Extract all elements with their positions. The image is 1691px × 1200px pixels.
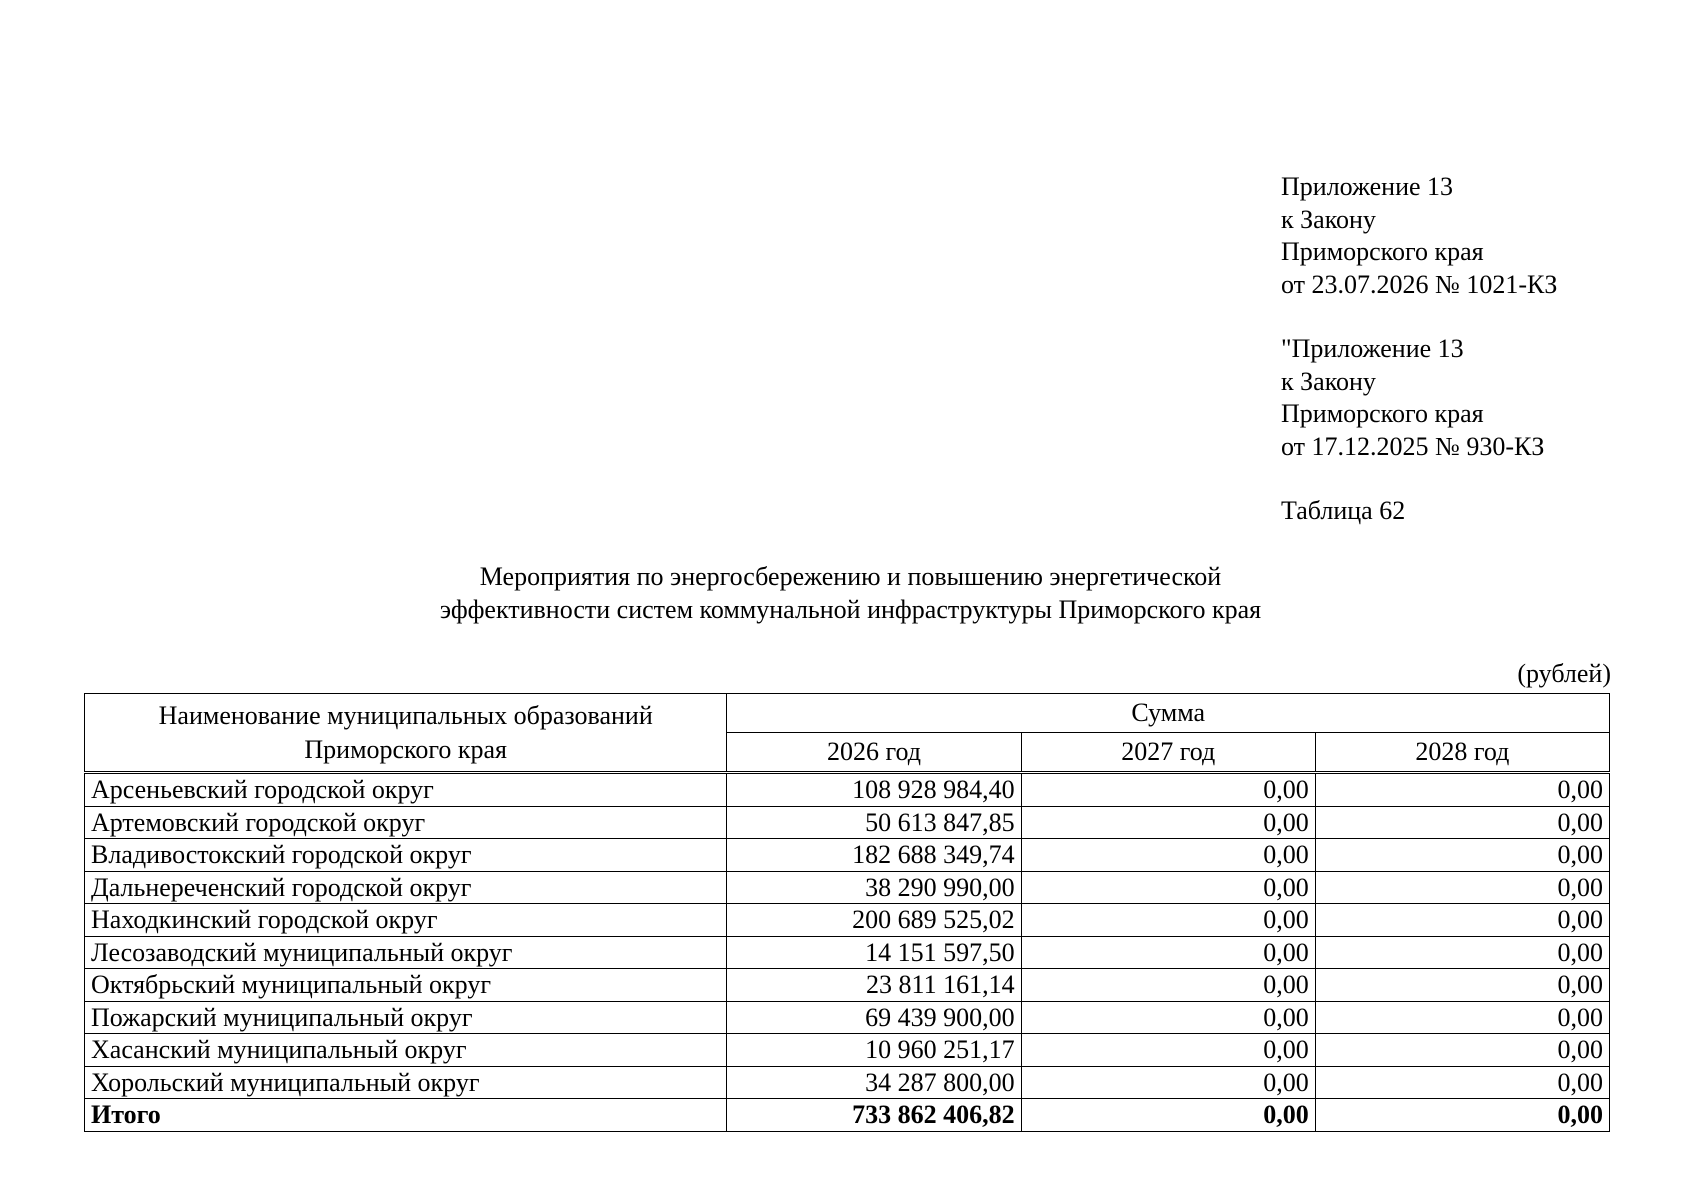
table-row bbox=[85, 806, 1610, 839]
amount-2026: 23 811 161,14 bbox=[727, 969, 1021, 1002]
amount-2027: 0,00 bbox=[1021, 1034, 1315, 1067]
total-row bbox=[85, 1099, 1610, 1132]
table-label: Таблица 62 bbox=[1281, 496, 1406, 525]
amount-2026: 108 928 984,40 bbox=[727, 773, 1021, 807]
amount-2028: 0,00 bbox=[1315, 773, 1609, 807]
municipality-name: Хорольский муниципальный округ bbox=[85, 1066, 727, 1099]
header-year-2028: 2028 год bbox=[1315, 733, 1609, 773]
document-title bbox=[0, 560, 1691, 626]
amount-2027: 0,00 bbox=[1021, 1001, 1315, 1034]
funding-table bbox=[84, 693, 1610, 1132]
amount-2028: 0,00 bbox=[1315, 904, 1609, 937]
amount-2028: 0,00 bbox=[1315, 936, 1609, 969]
municipality-name: Артемовский городской округ bbox=[85, 806, 727, 839]
table-row bbox=[85, 1034, 1610, 1067]
municipality-name: Владивостокский городской округ bbox=[85, 839, 727, 872]
appendix-original-line: от 17.12.2025 № 930-КЗ bbox=[1281, 431, 1545, 461]
amount-2027: 0,00 bbox=[1021, 839, 1315, 872]
total-2028: 0,00 bbox=[1315, 1099, 1609, 1132]
header-year-2027: 2027 год bbox=[1021, 733, 1315, 773]
municipality-name: Пожарский муниципальный округ bbox=[85, 1001, 727, 1034]
amount-2027: 0,00 bbox=[1021, 806, 1315, 839]
amount-2026: 50 613 847,85 bbox=[727, 806, 1021, 839]
appendix-current-line: к Закону bbox=[1281, 204, 1376, 234]
amount-2027: 0,00 bbox=[1021, 969, 1315, 1002]
amount-2026: 38 290 990,00 bbox=[727, 871, 1021, 904]
municipality-name: Хасанский муниципальный округ bbox=[85, 1034, 727, 1067]
amount-2026: 69 439 900,00 bbox=[727, 1001, 1021, 1034]
amount-2028: 0,00 bbox=[1315, 1001, 1609, 1034]
amount-2028: 0,00 bbox=[1315, 1034, 1609, 1067]
table-row bbox=[85, 904, 1610, 937]
amount-2027: 0,00 bbox=[1021, 904, 1315, 937]
table-row bbox=[85, 969, 1610, 1002]
table-row bbox=[85, 839, 1610, 872]
amount-2028: 0,00 bbox=[1315, 871, 1609, 904]
appendix-original-line: к Закону bbox=[1281, 366, 1376, 396]
municipality-name: Дальнереченский городской округ bbox=[85, 871, 727, 904]
table-row bbox=[85, 871, 1610, 904]
appendix-current-line: Приморского края bbox=[1281, 237, 1484, 266]
municipality-name: Арсеньевский городской округ bbox=[85, 773, 727, 807]
header-year-2026: 2026 год bbox=[727, 733, 1021, 773]
amount-2027: 0,00 bbox=[1021, 871, 1315, 904]
appendix-current-line: Приложение 13 bbox=[1281, 172, 1454, 201]
total-2026: 733 862 406,82 bbox=[727, 1099, 1021, 1132]
amount-2026: 200 689 525,02 bbox=[727, 904, 1021, 937]
document-title-line: эффективности систем коммунальной инфраструктуры Приморского края bbox=[439, 595, 1262, 624]
units-label: (рублей) bbox=[1517, 659, 1611, 688]
municipality-name: Лесозаводский муниципальный округ bbox=[85, 936, 727, 969]
total-2027: 0,00 bbox=[1021, 1099, 1315, 1132]
table-row bbox=[85, 773, 1610, 807]
header-municipality-line1: Наименование муниципальных образований bbox=[158, 700, 653, 730]
amount-2027: 0,00 bbox=[1021, 1066, 1315, 1099]
document-title-line: Мероприятия по энергосбережению и повышению энергетической bbox=[479, 562, 1222, 591]
amount-2027: 0,00 bbox=[1021, 773, 1315, 807]
total-label: Итого bbox=[85, 1099, 727, 1132]
appendix-note bbox=[1281, 171, 1557, 528]
table-row bbox=[85, 936, 1610, 969]
amount-2026: 10 960 251,17 bbox=[727, 1034, 1021, 1067]
header-municipality bbox=[85, 694, 727, 773]
table-row bbox=[85, 1066, 1610, 1099]
amount-2027: 0,00 bbox=[1021, 936, 1315, 969]
amount-2026: 14 151 597,50 bbox=[727, 936, 1021, 969]
appendix-original-line: "Приложение 13 bbox=[1281, 334, 1464, 363]
municipality-name: Октябрьский муниципальный округ bbox=[85, 969, 727, 1002]
appendix-original-line: Приморского края bbox=[1281, 399, 1484, 428]
amount-2028: 0,00 bbox=[1315, 1066, 1609, 1099]
header-municipality-line2: Приморского края bbox=[304, 734, 508, 764]
amount-2028: 0,00 bbox=[1315, 839, 1609, 872]
municipality-name: Находкинский городской округ bbox=[85, 904, 727, 937]
appendix-current-line: от 23.07.2026 № 1021-КЗ bbox=[1281, 269, 1558, 299]
amount-2028: 0,00 bbox=[1315, 969, 1609, 1002]
amount-2026: 182 688 349,74 bbox=[727, 839, 1021, 872]
table-row bbox=[85, 1001, 1610, 1034]
header-sum: Сумма bbox=[727, 694, 1610, 733]
amount-2026: 34 287 800,00 bbox=[727, 1066, 1021, 1099]
amount-2028: 0,00 bbox=[1315, 806, 1609, 839]
